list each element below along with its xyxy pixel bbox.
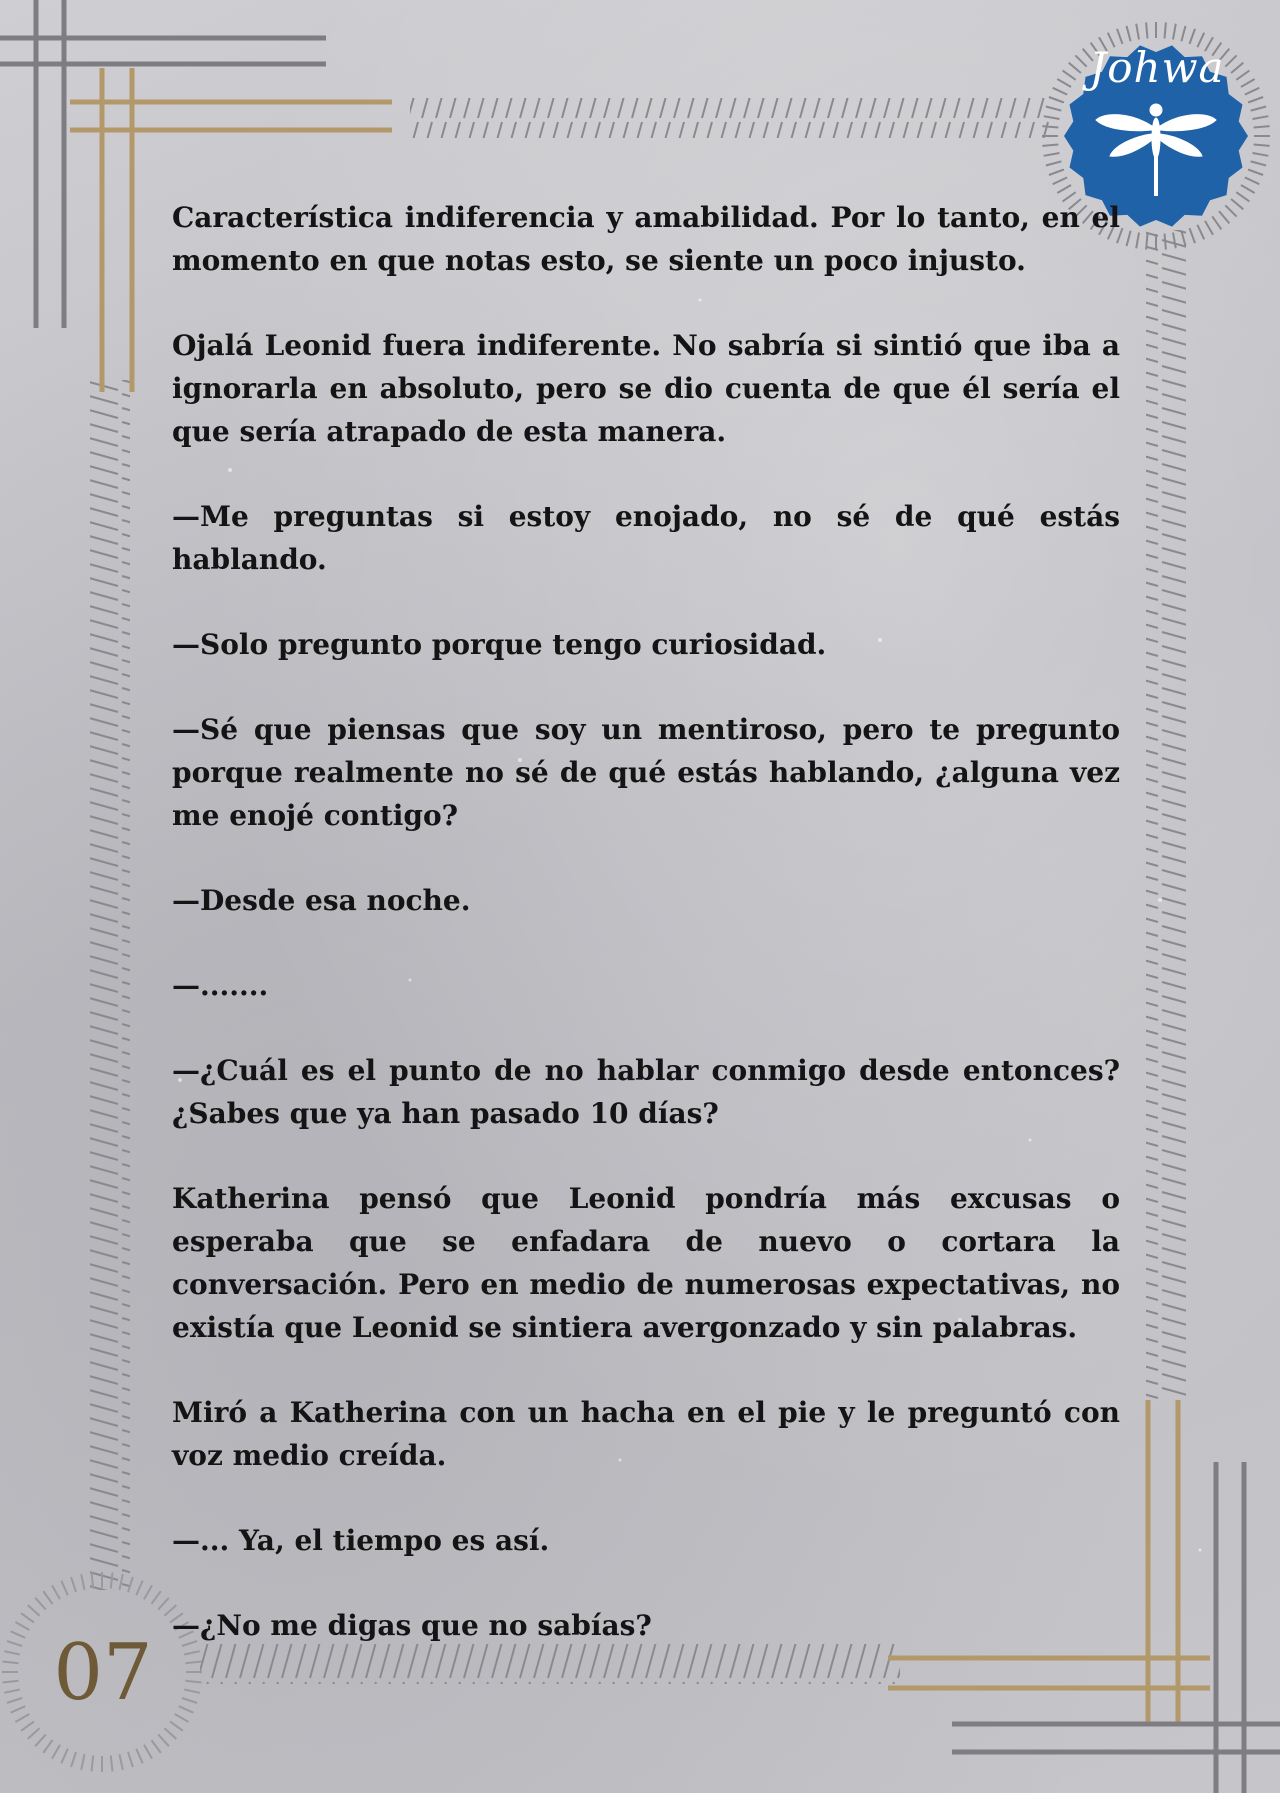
bottom-hatch [200, 1644, 900, 1684]
paragraph: —Solo pregunto porque tengo curiosidad. [172, 628, 827, 661]
paragraph: Ojalá Leonid fuera indiferente. No sabría si sintió que iba a ignorarla en absoluto, pero se dio cuenta de que él sería el que sería atrapado de esta manera. [172, 329, 1120, 448]
right-hatch [1146, 230, 1186, 1400]
page-number: 07 [53, 1628, 153, 1718]
chapter-text [172, 196, 1120, 1647]
paragraph: —....... [172, 969, 269, 1002]
paragraph: —... Ya, el tiempo es así. [172, 1524, 550, 1557]
left-hatch [90, 380, 130, 1590]
paragraph: —Sé que piensas que soy un mentiroso, pero te pregunto porque realmente no sé de qué estás hablando, ¿alguna vez me enojé contigo? [172, 713, 1120, 832]
top-hatch [410, 98, 1050, 138]
paragraph: —¿No me digas que no sabías? [172, 1609, 652, 1642]
paragraph: Katherina pensó que Leonid pondría más excusas o esperaba que se enfadara de nuevo o cortara la conversación. Pero en medio de numerosas expectativas, no existía que Leonid se sintiera avergonzado y sin palabras. [172, 1182, 1120, 1344]
paragraph: —Desde esa noche. [172, 884, 471, 917]
paragraph: Miró a Katherina con un hacha en el pie y le preguntó con voz medio creída. [172, 1396, 1120, 1472]
paragraph: Característica indiferencia y amabilidad. Por lo tanto, en el momento en que notas esto, se siente un poco injusto. [172, 201, 1120, 277]
paragraph: —Me preguntas si estoy enojado, no sé de qué estás hablando. [172, 500, 1120, 576]
paragraph: —¿Cuál es el punto de no hablar conmigo desde entonces? ¿Sabes que ya han pasado 10 días? [172, 1054, 1120, 1130]
brand-name: Johwa [1089, 43, 1225, 92]
